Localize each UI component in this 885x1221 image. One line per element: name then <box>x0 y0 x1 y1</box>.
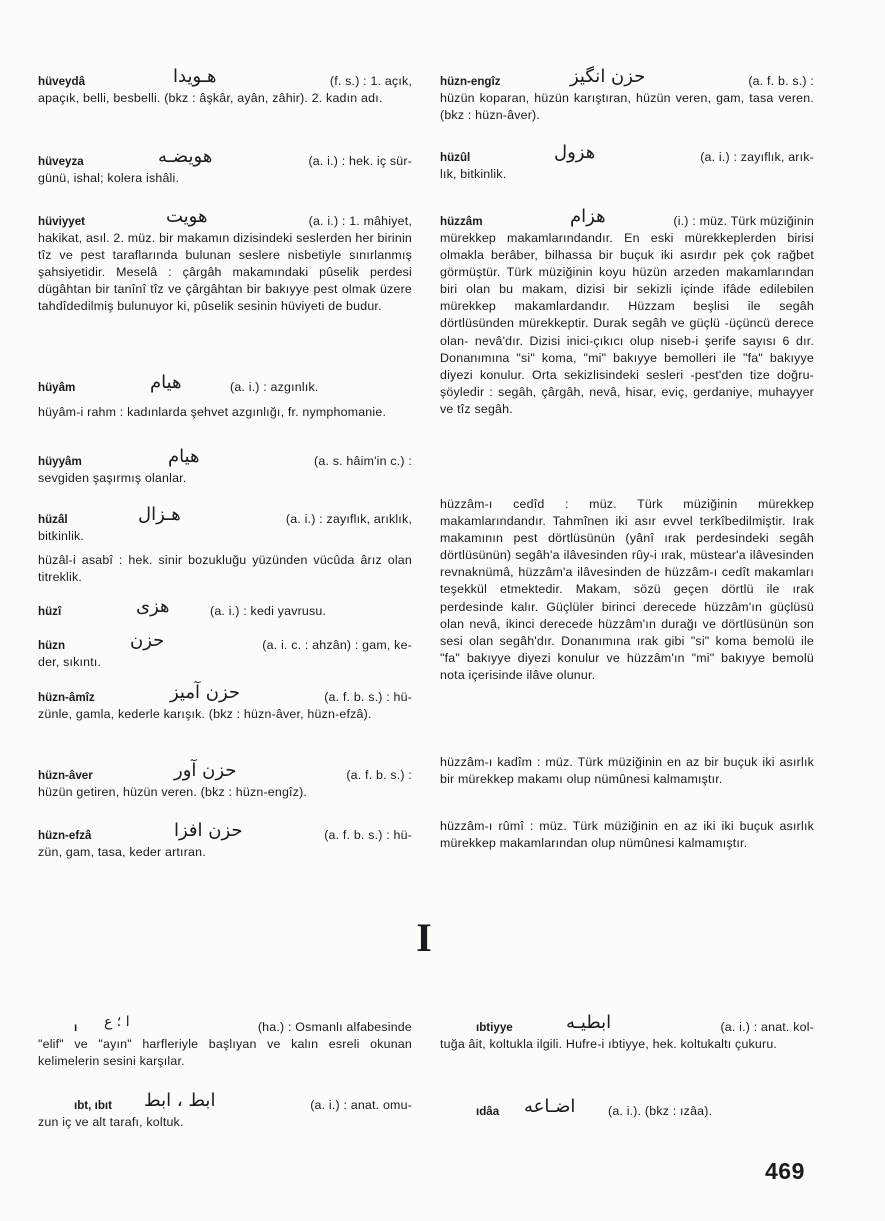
entry-huveyda <box>38 66 412 107</box>
definition: zünle, gamla, kederle karışık. (bkz : hüzn-âver, hüzn-efzâ). <box>38 707 372 721</box>
arabic-spelling: حزن آميز <box>170 682 241 703</box>
entry-huzul <box>440 142 814 183</box>
definition: hakikat, asıl. 2. müz. bir makamın dizisindeki seslerden her birinin tîz ve pest taraflarında bulunan seslere nisbetiyle sınırlanmış şahsiyetidir. Meselâ : çârgâh makamındaki pûselik perdesi dügâhtan bir tanînî tîz ve çârgâhtan bir bakıyye pest olmak üzere tahdîdedilmiş bulunuyor ki, pûselik sesinin hüviyeti de budur. <box>38 231 412 314</box>
definition: zün, gam, tasa, keder artıran. <box>38 845 206 859</box>
definition: hüyâm-i rahm : kadınlarda şehvet azgınlığı, fr. nymphomanie. <box>38 405 387 419</box>
entry-huzzam <box>440 206 814 418</box>
entry-huyyam <box>38 446 412 487</box>
entry-huzn-efza <box>38 820 412 861</box>
arabic-spelling: ا ؛ ع <box>104 1014 130 1030</box>
headword: hüzâl <box>38 513 68 526</box>
bottom-right-column <box>440 1012 814 1126</box>
entry-huzal-i-asabi <box>38 552 412 586</box>
definition: hüzzâm-ı kadîm : müz. Türk müziğinin en az bir buçuk iki asırlık bir mürekkep makamı olup nümûnesi kalmamıştır. <box>440 755 814 787</box>
arabic-spelling: هويضـه <box>158 146 213 167</box>
definition: zun iç ve alt tarafı, koltuk. <box>38 1115 184 1129</box>
entry-ibtiyye <box>440 1012 814 1053</box>
headword: ıdâa <box>476 1105 500 1118</box>
etymology: (a. i.) : anat. omu- <box>310 1098 412 1112</box>
definition: tuğa âit, koltukla ilgili. Hufre-i ıbtiyye, hek. koltukaltı çukuru. <box>440 1037 778 1051</box>
definition: hüzün koparan, hüzün karıştıran, hüzün veren, gam, tasa veren. (bkz : hüzn-âver). <box>440 91 814 123</box>
definition: günü, ishal; kolera ishâli. <box>38 171 180 185</box>
page-number: 469 <box>765 1158 805 1184</box>
arabic-spelling: هـزال <box>138 504 181 525</box>
headword: hüzn-âmîz <box>38 691 95 704</box>
etymology: (a. i.). (bkz : ızâa). <box>608 1104 713 1118</box>
arabic-spelling: هزول <box>554 142 596 163</box>
entry-huviyyet <box>38 206 412 315</box>
arabic-spelling: حزن افزا <box>174 820 243 841</box>
arabic-spelling: ابط ، ابط <box>144 1090 216 1111</box>
headword: hüzn-âver <box>38 769 93 782</box>
headword: ıbtiyye <box>476 1021 513 1034</box>
definition: hüzâl-i asabî : hek. sinir bozukluğu yüzünden vücûda ârız olan titreklik. <box>38 553 412 585</box>
entry-huzi <box>38 596 412 620</box>
arabic-spelling: هيام <box>150 372 182 393</box>
headword: hüzn <box>38 639 66 652</box>
etymology: (a. s. hâim'in c.) : <box>314 454 412 468</box>
headword: hüveyza <box>38 155 84 168</box>
left-column <box>38 66 412 890</box>
etymology: (a. i.) : hek. iç sür- <box>308 154 412 168</box>
definition: hüzzâm-ı rûmî : müz. Türk müziğinin en az iki iki buçuk asırlık mürekkep makamlarından olup nümûnesi kalmamıştır. <box>440 819 814 851</box>
entry-ibt <box>38 1090 412 1131</box>
etymology: (a. f. b. s.) : <box>346 768 412 782</box>
arabic-spelling: ابطيـه <box>566 1012 612 1033</box>
etymology: (i.) : müz. Türk müziğinin <box>673 214 814 228</box>
headword: hüveydâ <box>38 75 86 88</box>
headword: hüzûl <box>440 151 471 164</box>
etymology: (a. i.) : anat. kol- <box>720 1020 814 1034</box>
etymology: (a. i. c. : ahzân) : gam, ke- <box>262 638 412 652</box>
arabic-spelling: هيام <box>168 446 200 467</box>
etymology: (a. f. b. s.) : hü- <box>324 690 412 704</box>
headword: hüviyyet <box>38 215 86 228</box>
entry-huzn-engiz <box>440 66 814 124</box>
arabic-spelling: هويت <box>166 206 208 227</box>
arabic-spelling: هـويدا <box>173 66 217 87</box>
definition: mürekkep makamlarındandır. En eski mürekkeplerden birisi olmakla berâber, bilhassa bir buçuk iki asırdır pek çok rağbet görmüştür. Türk müziğinin koyu hüzün arzeden makamlarından biri olan bu makam, dizisi bir sekizli içinde ifâde edilebilen mürekkep makamlardandır. Hüzzam beşlisi ile segâh dörtlüsünden mürekkeptir. Durak segâh ve güçlü -üçüncü derece olan- nevâ'dır. Dizisi inici-çıkıcı olup niseb-i şerife sayısı 6 dır. Donanımına "si" koma, "mi" bakıyye bemolleri ile "fa" bakıyye diyezi konulur. Orta sekizlisindeki sesleri -pest'den tize doğru- şöyledir : segâh, çârgâh, nevâ, hisar, eviç, gerdaniye, muhayyer ve tîz segâh. <box>440 231 814 416</box>
entry-huzn <box>38 630 412 671</box>
etymology: (f. s.) : 1. açık, <box>329 74 412 88</box>
definition: hüzzâm-ı cedîd : müz. Türk müziğinin mürekkep makamlarındandır. Tahmînen iki asır evvel terkîbedilmiştir. Irak makamının pest dörtlüsünün (yânî ırak perdesindeki segâh dörtlüsünün) segâh'a ilâvesinden rûy-i ırak, müstear'a ilâvesinden revnaknümâ, hüzzâm'a ilâvesinden de hüzzâm-ı cedît makamları teşekkül etmektedir. Makam, sözü geçen dörtlü ile ırak perdesinde kalır. Güçlüler birinci derecede hüzzâm'ın güçlüsü olan nevâ, ikinci derecede hüzzâm'ın durağı ve dörtlüsünün son sesi olan segâh'dır. Donanımına ırak gibi "si" koma bemolü ile "fa" bakıyye diyezi konulur ve hüzzâm'ın "mi" bakıyye bemolü nota içerisinde ilâve olunur. <box>440 497 814 682</box>
entry-huzzam-i-rumi <box>440 818 814 852</box>
arabic-spelling: حزن انگيز <box>570 66 646 87</box>
entry-idaa <box>440 1096 814 1120</box>
arabic-spelling: هزام <box>570 206 606 227</box>
definition: lık, bitkinlik. <box>440 167 507 181</box>
definition: bitkinlik. <box>38 529 85 543</box>
etymology: (a. i.) : kedi yavrusu. <box>210 604 327 618</box>
arabic-spelling: حزن <box>130 630 165 651</box>
definition: sevgiden şaşırmış olanlar. <box>38 471 187 485</box>
entry-huzal <box>38 504 412 545</box>
entry-huyam-i-rahm <box>38 404 412 421</box>
etymology: (ha.) : Osmanlı alfabesinde <box>257 1020 412 1034</box>
entry-huzzam-i-kadim <box>440 754 814 788</box>
bottom-left-column <box>38 1016 412 1146</box>
definition: "elif" ve "ayın" harfleriyle başlıyan ve kalın esreli okunan kelimelerin sesini karşılar. <box>38 1037 412 1069</box>
entry-huzn-amiz <box>38 682 412 723</box>
headword: hüyâm <box>38 381 76 394</box>
etymology: (a. i.) : zayıflık, arıklık, <box>285 512 412 526</box>
entry-i-letter <box>38 1016 412 1070</box>
section-letter: I <box>416 915 432 960</box>
etymology: (a. i.) : 1. mâhiyet, <box>308 214 412 228</box>
etymology: (a. i.) : zayıflık, arık- <box>700 150 814 164</box>
entry-huzn-aver <box>38 760 412 801</box>
headword: ıbt, ıbıt <box>74 1099 112 1112</box>
headword: hüzn-engîz <box>440 75 501 88</box>
entry-huzzam-i-cedid <box>440 496 814 684</box>
entry-huveyza <box>38 146 412 187</box>
right-column <box>440 66 814 890</box>
headword: hüzn-efzâ <box>38 829 92 842</box>
definition: der, sıkıntı. <box>38 655 102 669</box>
entry-huyam <box>38 372 412 396</box>
arabic-spelling: هزى <box>136 596 170 617</box>
definition: apaçık, belli, besbelli. (bkz : âşkâr, ayân, zâhir). 2. kadın adı. <box>38 91 383 105</box>
headword: hüyyâm <box>38 455 82 468</box>
etymology: (a. f. b. s.) : hü- <box>324 828 412 842</box>
headword: hüzzâm <box>440 215 483 228</box>
arabic-spelling: اضـاعه <box>524 1096 576 1117</box>
definition: hüzün getiren, hüzün veren. (bkz : hüzn-engîz). <box>38 785 308 799</box>
headword: hüzî <box>38 605 62 618</box>
headword: ı <box>74 1021 78 1034</box>
etymology: (a. i.) : azgınlık. <box>230 380 319 394</box>
etymology: (a. f. b. s.) : <box>748 74 814 88</box>
arabic-spelling: حزن آور <box>174 760 237 781</box>
